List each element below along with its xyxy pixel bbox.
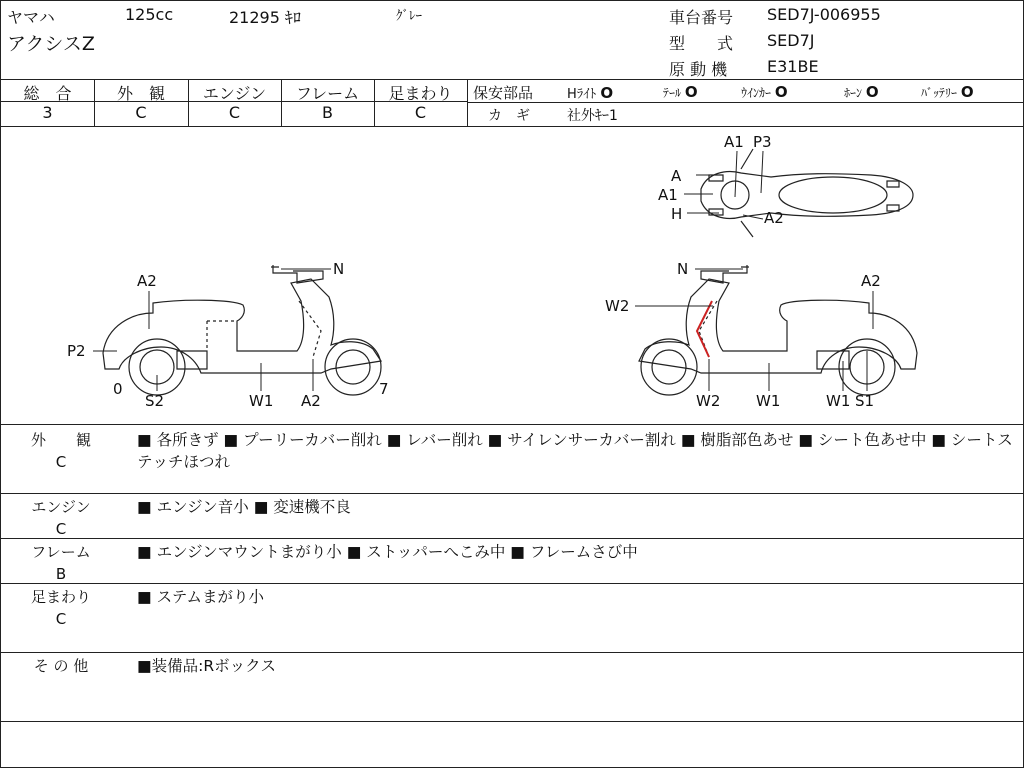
label-s2: S2 (145, 392, 165, 410)
grade-label-frame: フレーム (295, 84, 360, 103)
divider (1, 424, 1023, 425)
label-w2-right: W2 (605, 297, 630, 315)
note-text-exterior: ■ 各所きず ■ プーリーカバー削れ ■ レバー削れ ■ サイレンサーカバー割れ ■ 樹脂部色あせ ■ シート色あせ中 ■ シートステッチほつれ (137, 431, 1013, 471)
label-a: A (671, 167, 682, 185)
divider (1, 721, 1023, 722)
note-section-engine: エンジン C (31, 498, 91, 538)
key-value: 社外ｷｰ1 (567, 108, 618, 124)
note-text-other: ■装備品:Rボックス (137, 657, 276, 675)
label-a2-top: A2 (764, 209, 784, 227)
damage-mark-icon (697, 301, 712, 357)
note-text-frame: ■ エンジンマウントまがり小 ■ ストッパーへこみ中 ■ フレームさび中 (137, 543, 638, 561)
label-seven: 7 (379, 380, 389, 398)
type-label: 型 式 (669, 34, 734, 53)
divider (467, 79, 468, 126)
grade-value-suspension: C (414, 103, 427, 122)
grade-label-suspension: 足まわり (388, 84, 453, 103)
label-zero: 0 (113, 380, 123, 398)
label-a2-left: A2 (137, 272, 157, 290)
label-w2-bottom: W2 (696, 392, 721, 410)
model-name: アクシスZ (7, 33, 95, 55)
safety-battery: ﾊﾞｯﾃﾘｰ O (921, 83, 974, 101)
grade-value-frame: B (322, 103, 333, 122)
label-n-right: N (677, 260, 689, 278)
label-w1-right-2: W1 (826, 392, 851, 410)
label-a2-right: A2 (861, 272, 881, 290)
label-a1-top: A1 (724, 133, 744, 151)
safety-winker: ｳｲﾝｶｰ O (741, 83, 788, 101)
divider (1, 538, 1023, 539)
divider (1, 79, 1023, 80)
safety-horn: ﾎｰﾝ O (844, 83, 879, 101)
divider (1, 583, 1023, 584)
label-n-left: N (333, 260, 345, 278)
safety-tail: ﾃｰﾙ O (663, 83, 698, 101)
divider (467, 102, 1023, 103)
safety-label: 保安部品 (473, 84, 534, 102)
label-h: H (671, 205, 683, 223)
label-w1-left: W1 (249, 392, 274, 410)
label-p3: P3 (753, 133, 772, 151)
frame-no: SED7J-006955 (767, 5, 881, 24)
engine-value: E31BE (767, 57, 819, 76)
mileage: 21295 ｷﾛ (229, 8, 302, 27)
damage-diagram (1, 127, 1023, 424)
label-s1: S1 (855, 392, 875, 410)
label-p2: P2 (67, 342, 86, 360)
note-text-suspension: ■ ステムまがり小 (137, 588, 264, 606)
divider (1, 652, 1023, 653)
note-section-frame: フレーム B (31, 543, 91, 583)
key-label: カ ギ (488, 108, 530, 124)
label-a2-left-bottom: A2 (301, 392, 321, 410)
safety-headlight: Hﾗｲﾄ O (567, 84, 614, 102)
displacement: 125cc (125, 5, 174, 24)
divider (1, 493, 1023, 494)
note-section-exterior: 外 観 C (30, 431, 91, 471)
grade-label-engine: エンジン (202, 84, 267, 103)
grade-label-overall: 総 合 (23, 84, 72, 103)
note-text-engine: ■ エンジン音小 ■ 変速機不良 (137, 498, 351, 516)
color: ｸﾞﾚｰ (396, 9, 422, 24)
grade-value-exterior: C (135, 103, 147, 122)
grade-value-overall: 3 (42, 103, 53, 122)
note-section-suspension: 足まわり C (30, 588, 91, 628)
scooter-top-view-icon (701, 149, 913, 237)
type-value: SED7J (767, 31, 815, 50)
maker: ヤマハ (7, 8, 55, 27)
grade-value-engine: C (228, 103, 241, 122)
note-section-other: そ の 他 (33, 657, 89, 675)
grade-label-exterior: 外 観 (116, 84, 165, 103)
engine-label: 原 動 機 (669, 60, 728, 79)
label-w1-right: W1 (756, 392, 781, 410)
label-a1: A1 (658, 186, 678, 204)
frame-no-label: 車台番号 (669, 8, 734, 27)
